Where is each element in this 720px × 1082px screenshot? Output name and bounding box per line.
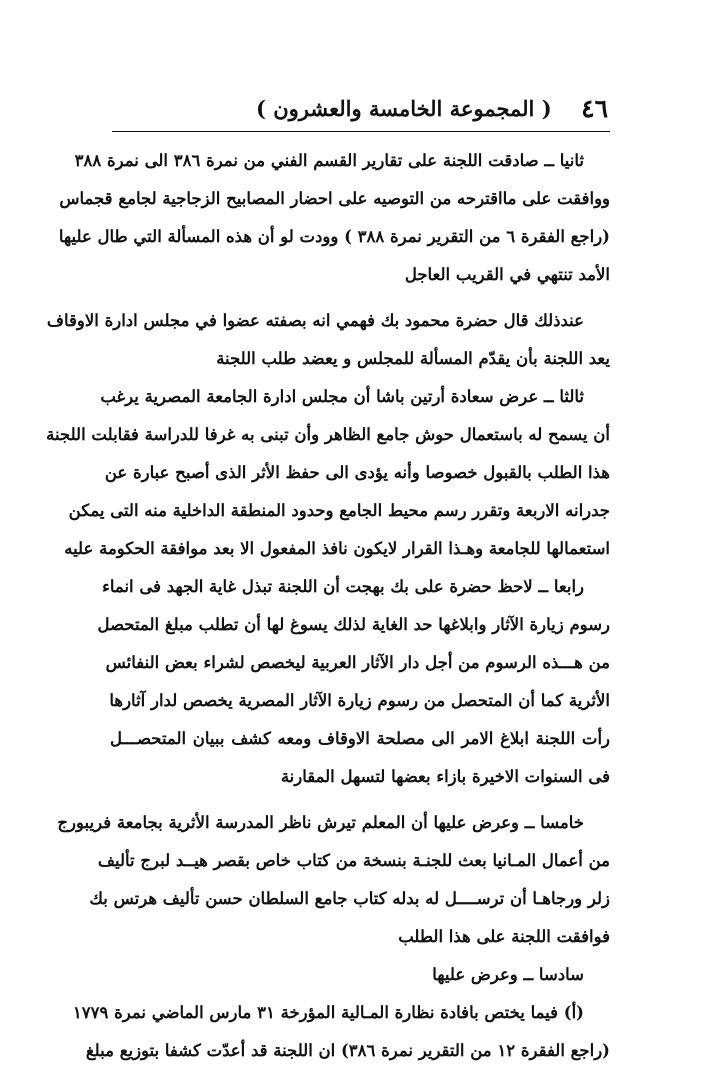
text-line: رأت اللجنة ابلاغ الامر الى مصلحة الاوقاف ومعه كشف ببيان المتحصـــل bbox=[110, 729, 610, 748]
paragraph-gap bbox=[110, 294, 610, 302]
paragraph-committee-decision bbox=[110, 720, 610, 796]
text-line: جدرانه الاربعة وتقرر رسم محيط الجامع وحدود المنطقة الداخلية منه التى يمكن bbox=[68, 501, 610, 520]
text-line: ثانيا ــ صادقت اللجنة على تقارير القسم الفني من نمرة ٣٨٦ الى نمرة ٣٨٨ bbox=[74, 151, 584, 170]
text-line: (راجع الفقرة ١٢ من التقرير نمرة ٣٨٦) ان اللجنة قد أعدّت كشفا بتوزيع مبلغ bbox=[85, 1041, 610, 1060]
text-line: ووافقت على مااقترحه من التوصيه على احضار المصابيح الزجاجية لجامع قجماس bbox=[59, 189, 610, 208]
paragraph-sub-item-a bbox=[72, 994, 610, 1070]
text-line: فوافقت اللجنة على هذا الطلب bbox=[398, 927, 610, 946]
page-header bbox=[108, 92, 608, 126]
text-line: ثالثا ــ عرض سعادة أرتين باشا أن مجلس ادارة الجامعة المصرية يرغب bbox=[100, 387, 584, 406]
paragraph-mahmoud-fahmy bbox=[46, 302, 610, 378]
text-line: يعد اللجنة بأن يقدّم المسألة للمجلس و يعضد طلب اللجنة bbox=[216, 349, 610, 368]
header-rule bbox=[112, 131, 610, 132]
text-line: سادسا ــ وعرض عليها bbox=[432, 965, 584, 984]
text-line: من هـــذه الرسوم من أجل دار الآثار العربية ليخصص لشراء بعض النفائس bbox=[105, 653, 610, 672]
text-line: (أ) فيما يختص بافادة نظارة المـالية المؤرخة ٣١ مارس الماضي نمرة ١٧٧٩ bbox=[72, 1003, 584, 1022]
paragraph-sixth-item bbox=[110, 956, 610, 994]
running-title: ( المجموعة الخامسة والعشرون ) bbox=[256, 96, 552, 121]
page-number: ٤٦ bbox=[581, 94, 608, 123]
text-line: أن يسمح له باستعمال حوش جامع الظاهر وأن تبنى به غرفا للدراسة فقابلت اللجنة bbox=[46, 425, 610, 444]
text-line: استعمالها للجامعة وهـذا القرار لايكون نافذ المفعول الا بعد موافقة الحكومة عليه bbox=[64, 539, 610, 558]
text-line: الأثرية كما أن المتحصل من رسوم زيارة الآثار المصرية يخصص لدار آثارها bbox=[109, 691, 610, 710]
text-line: فى السنوات الاخيرة بازاء بعضها لتسهل المقارنة bbox=[280, 767, 610, 786]
text-line: رابعا ــ لاحظ حضرة على بك بهجت أن اللجنة تبذل غاية الجهد فى انماء bbox=[102, 577, 584, 596]
text-line: الأمد تنتهي في القريب العاجل bbox=[404, 265, 610, 284]
text-line: رسوم زيارة الآثار وابلاغها حد الغاية لذلك يسوغ لها أن تطلب مبلغ المتحصل bbox=[97, 615, 610, 634]
text-line: خامسا ــ وعرض عليها أن المعلم تيرش ناظر المدرسة الأثرية بجامعة فريبورج bbox=[57, 813, 584, 832]
paragraph-fourth-item bbox=[97, 568, 610, 720]
paragraph-fifth-item bbox=[57, 804, 610, 956]
text-line: (راجع الفقرة ٦ من التقرير نمرة ٣٨٨ ) وودت لو أن هذه المسألة التي طال عليها bbox=[58, 227, 610, 246]
text-line: عندذلك قال حضرة محمود بك فهمي انه بصفته عضوا في مجلس ادارة الاوقاف bbox=[46, 311, 584, 330]
text-line: هذا الطلب بالقبول خصوصا وأنه يؤدى الى حفظ الأثر الذى أصبح عبارة عن bbox=[104, 463, 610, 482]
paragraph-second-item bbox=[58, 142, 610, 294]
text-line: زلر ورجاهـا أن ترســــل له بدله كتاب جامع السلطان حسن تأليف هرتس بك bbox=[89, 889, 610, 908]
paragraph-third-item bbox=[46, 378, 610, 568]
paragraph-gap bbox=[110, 796, 610, 804]
text-line: من أعمال المـانيا بعث للجنـة بنسخة من كتاب خاص بقصر هيــد لبرج تأليف bbox=[97, 851, 610, 870]
body-text bbox=[46, 142, 610, 1070]
